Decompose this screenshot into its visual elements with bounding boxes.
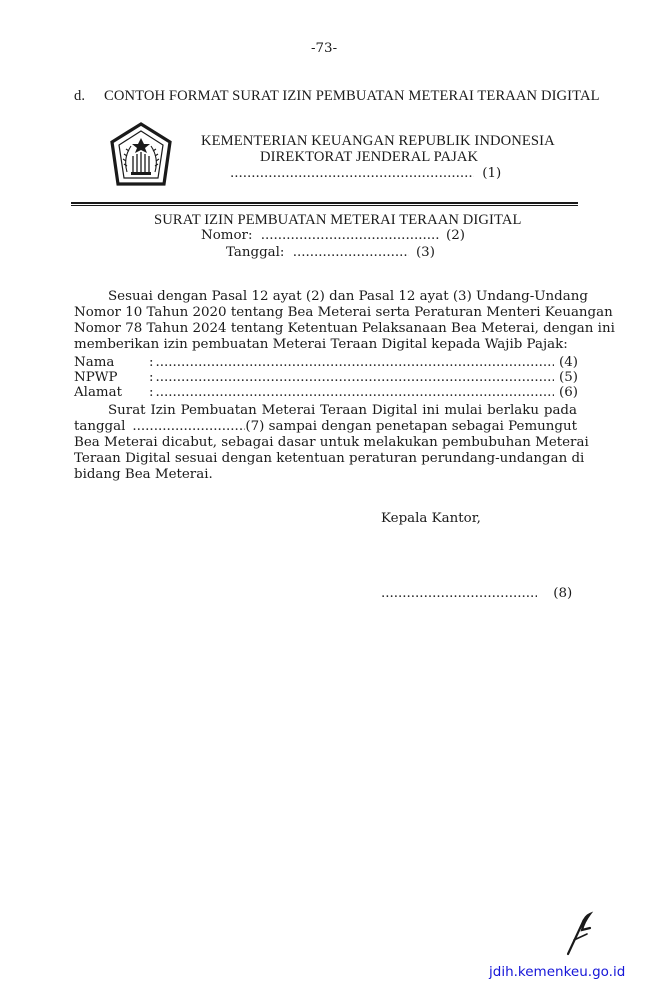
section-title: CONTOH FORMAT SURAT IZIN PEMBUATAN METERAI TERAAN DIGITAL bbox=[104, 88, 600, 104]
paragraph2-tanggal-dots bbox=[132, 419, 245, 434]
tanggal-line bbox=[226, 245, 435, 260]
paragraph2-line3: Bea Meterai dicabut, sebagai dasar untuk melakukan pembubuhan Meterai bbox=[74, 435, 589, 450]
footer-url[interactable]: jdih.kemenkeu.go.id bbox=[489, 964, 626, 980]
office-name-dots bbox=[230, 166, 474, 181]
paraf-signature-icon bbox=[560, 910, 600, 960]
field-value-nama: :..... bbox=[149, 355, 554, 370]
directorate-name: DIREKTORAT JENDERAL PAJAK bbox=[260, 149, 479, 165]
paragraph2-line1: Surat Izin Pembuatan Meterai Teraan Digital ini mulai berlaku pada bbox=[108, 403, 577, 418]
signature-line bbox=[381, 586, 572, 601]
nomor-line bbox=[201, 228, 465, 243]
paragraph1-line: Nomor 78 Tahun 2024 tentang Ketentuan Pelaksanaan Bea Meterai, dengan ini bbox=[74, 321, 615, 336]
paragraph2-line2 bbox=[74, 419, 577, 434]
signature-ref: (8) bbox=[553, 586, 573, 601]
field-value-alamat: :..... bbox=[149, 385, 554, 400]
field-ref-nama: (4) bbox=[559, 355, 578, 370]
paragraph2-line5: bidang Bea Meterai. bbox=[74, 467, 213, 482]
nomor-label: Nomor: bbox=[201, 228, 253, 243]
kemenkeu-logo-icon bbox=[107, 122, 175, 190]
field-dots-nama bbox=[156, 355, 554, 370]
paragraph2-line2-rest: (7) sampai dengan penetapan sebagai Pemungut bbox=[245, 419, 577, 434]
paragraph1-line: Nomor 10 Tahun 2020 tentang Bea Meterai serta Peraturan Menteri Keuangan bbox=[74, 305, 613, 320]
header-rule-top bbox=[71, 202, 578, 204]
section-letter: d. bbox=[74, 88, 86, 104]
field-value-npwp: :..... bbox=[149, 370, 554, 385]
nomor-ref: (2) bbox=[445, 228, 465, 243]
paragraph2-tanggal-label: tanggal bbox=[74, 419, 126, 434]
page-number: -73- bbox=[311, 41, 338, 56]
signature-dots bbox=[381, 586, 537, 601]
paragraph1-line: Sesuai dengan Pasal 12 ayat (2) dan Pasal 12 ayat (3) Undang-Undang bbox=[108, 289, 588, 304]
office-name-line bbox=[230, 166, 501, 181]
field-label-npwp: NPWP bbox=[74, 370, 118, 385]
field-dots-alamat bbox=[156, 385, 554, 400]
field-ref-alamat: (6) bbox=[559, 385, 578, 400]
header-rule-bottom bbox=[71, 205, 578, 206]
office-name-ref: (1) bbox=[482, 166, 502, 181]
field-label-alamat: Alamat bbox=[74, 385, 122, 400]
paragraph2-line4: Teraan Digital sesuai dengan ketentuan peraturan perundang-undangan di bbox=[74, 451, 585, 466]
field-ref-npwp: (5) bbox=[559, 370, 578, 385]
ministry-name: KEMENTERIAN KEUANGAN REPUBLIK INDONESIA bbox=[201, 133, 555, 149]
signature-title: Kepala Kantor, bbox=[381, 511, 481, 526]
tanggal-dots bbox=[293, 245, 409, 260]
field-label-nama: Nama bbox=[74, 355, 115, 370]
tanggal-label: Tanggal: bbox=[226, 245, 285, 260]
letter-title: SURAT IZIN PEMBUATAN METERAI TERAAN DIGITAL bbox=[154, 212, 522, 228]
paragraph1-line: memberikan izin pembuatan Meterai Teraan Digital kepada Wajib Pajak: bbox=[74, 337, 568, 352]
field-dots-npwp bbox=[156, 370, 554, 385]
tanggal-ref: (3) bbox=[415, 245, 435, 260]
nomor-dots bbox=[261, 228, 439, 243]
